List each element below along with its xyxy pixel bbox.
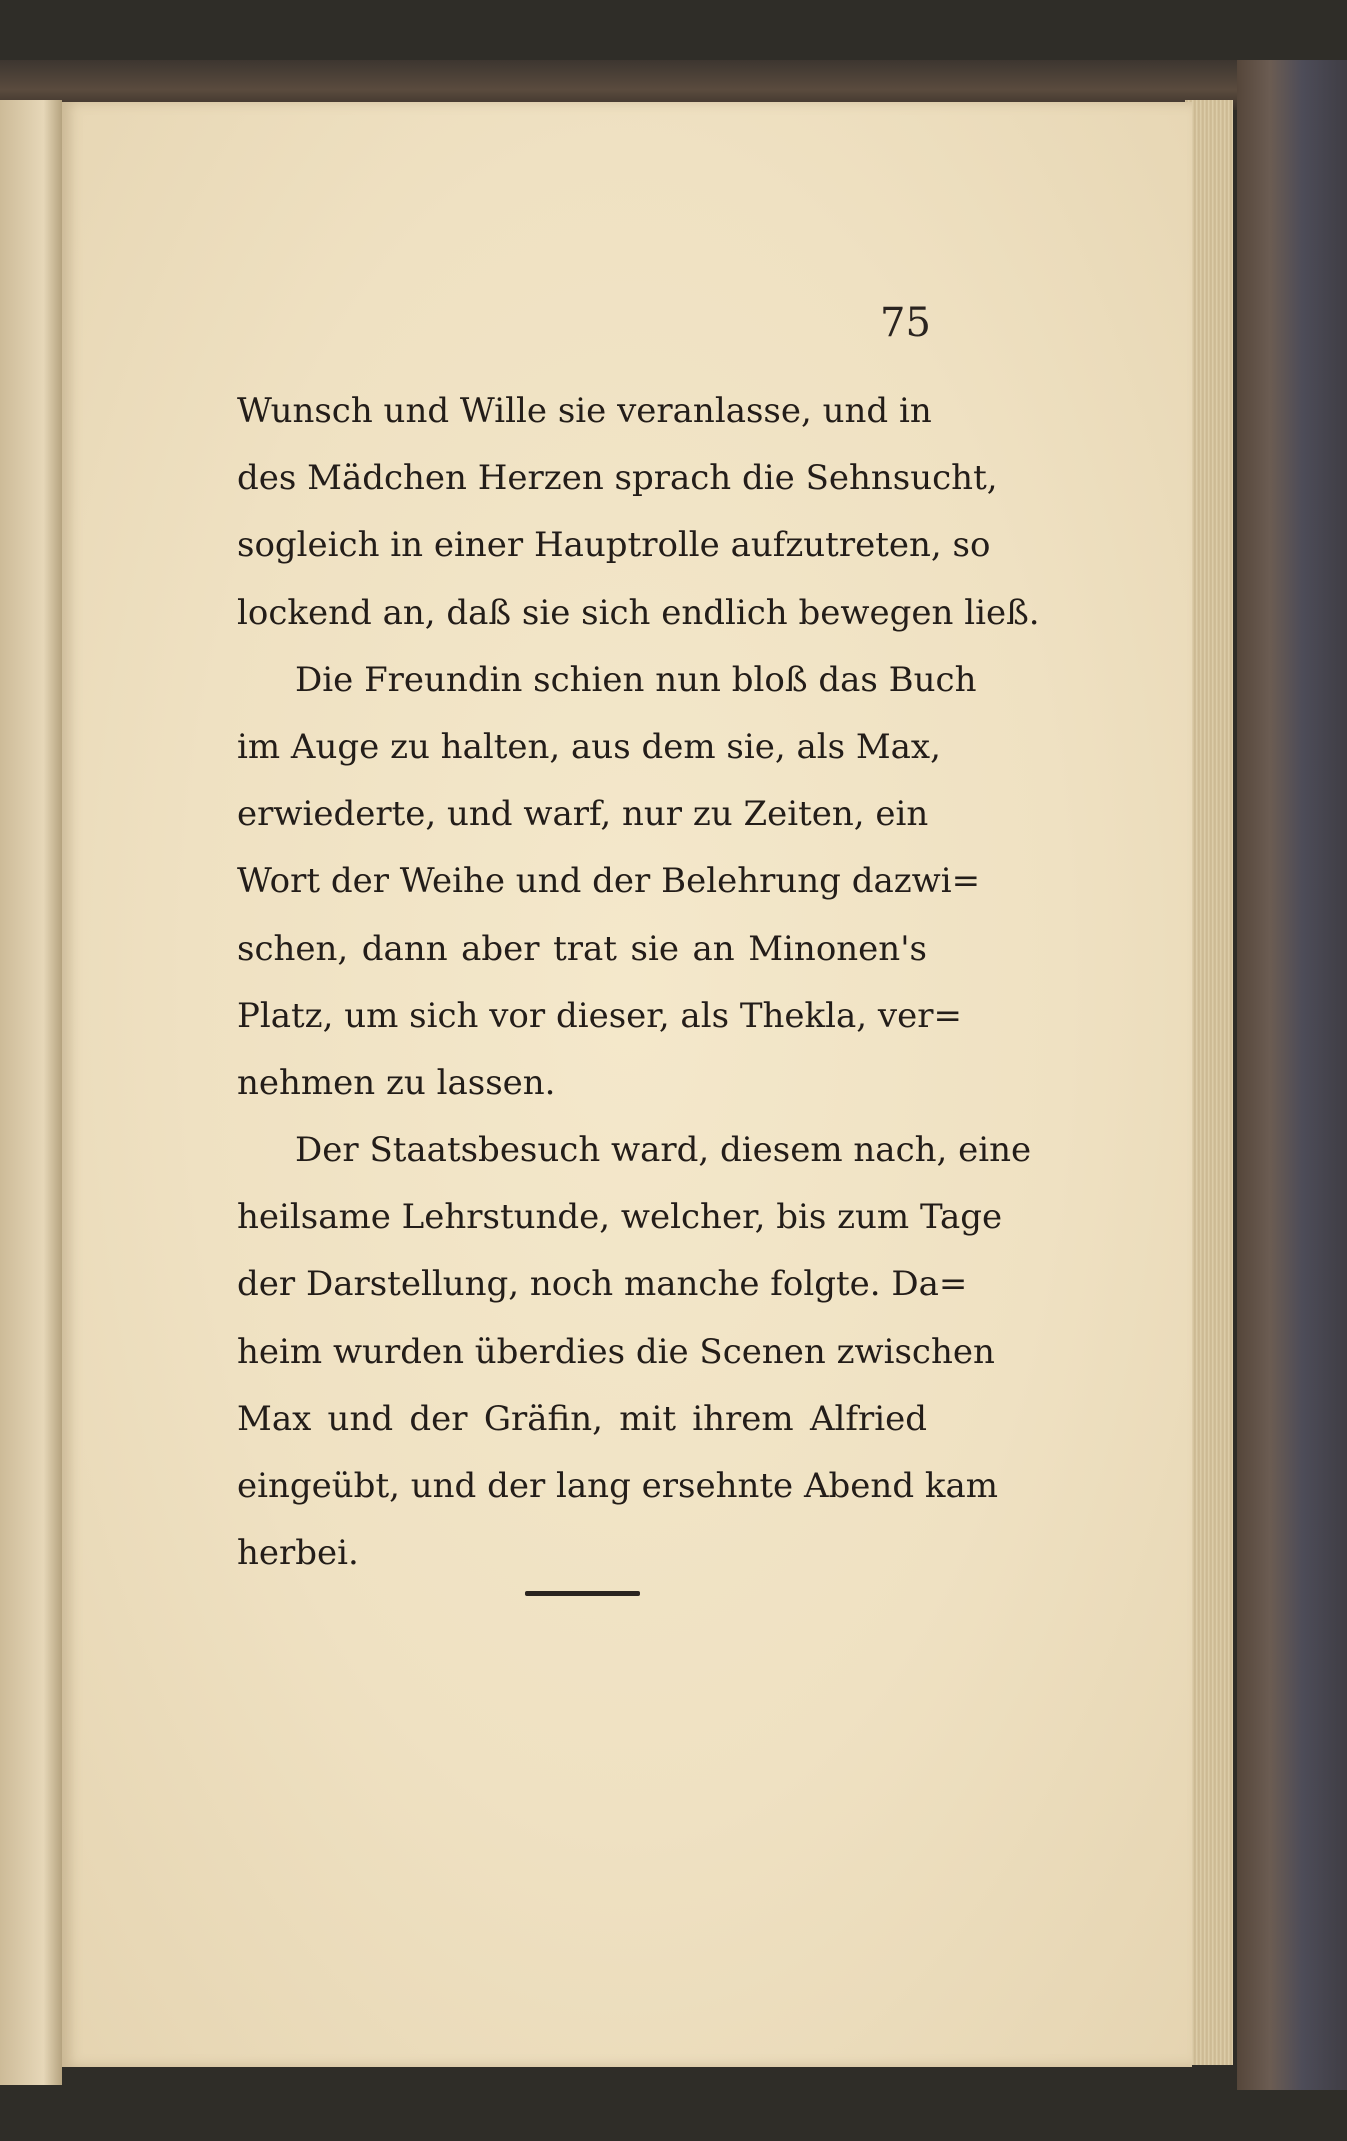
book-spine-edge bbox=[1237, 60, 1347, 2090]
page-number: 75 bbox=[880, 300, 931, 346]
text-line: eingeübt, und der lang ersehnte Abend kam bbox=[237, 1466, 998, 1506]
text-line: Der Staatsbesuch ward, diesem nach, eine bbox=[295, 1130, 1032, 1171]
text-line: Max und der Gräfin, mit ihrem Alfried bbox=[237, 1398, 927, 1439]
text-line: lockend an, daß sie sich endlich bewegen ließ. bbox=[237, 592, 1040, 633]
text-line: erwiederte, und warf, nur zu Zeiten, ein bbox=[237, 794, 929, 835]
text-line: heim wurden überdies die Scenen zwischen bbox=[237, 1331, 995, 1372]
text-line: schen, dann aber trat sie an Minonen's bbox=[237, 928, 927, 969]
page-stack-edge bbox=[1185, 100, 1233, 2065]
text-line: sogleich in einer Hauptrolle aufzutreten, so bbox=[237, 525, 991, 566]
text-line: des Mädchen Herzen sprach die Sehnsucht, bbox=[237, 458, 998, 499]
text-line: Platz, um sich vor dieser, als Thekla, ver= bbox=[237, 995, 962, 1036]
section-end-rule bbox=[525, 1591, 640, 1596]
text-line: nehmen zu lassen. bbox=[237, 1062, 556, 1103]
text-line: Wort der Weihe und der Belehrung dazwi= bbox=[237, 861, 981, 902]
facing-page-edge bbox=[0, 100, 62, 2085]
text-line: im Auge zu halten, aus dem sie, als Max, bbox=[237, 726, 941, 767]
text-line: herbei. bbox=[237, 1533, 359, 1574]
text-line: der Darstellung, noch manche folgte. Da= bbox=[237, 1264, 968, 1305]
text-line: heilsame Lehrstunde, welcher, bis zum Tage bbox=[237, 1197, 1003, 1238]
text-line: Wunsch und Wille sie veranlasse, und in bbox=[237, 391, 932, 431]
text-line: Die Freundin schien nun bloß das Buch bbox=[295, 659, 977, 700]
page-body-text bbox=[237, 378, 1040, 1587]
